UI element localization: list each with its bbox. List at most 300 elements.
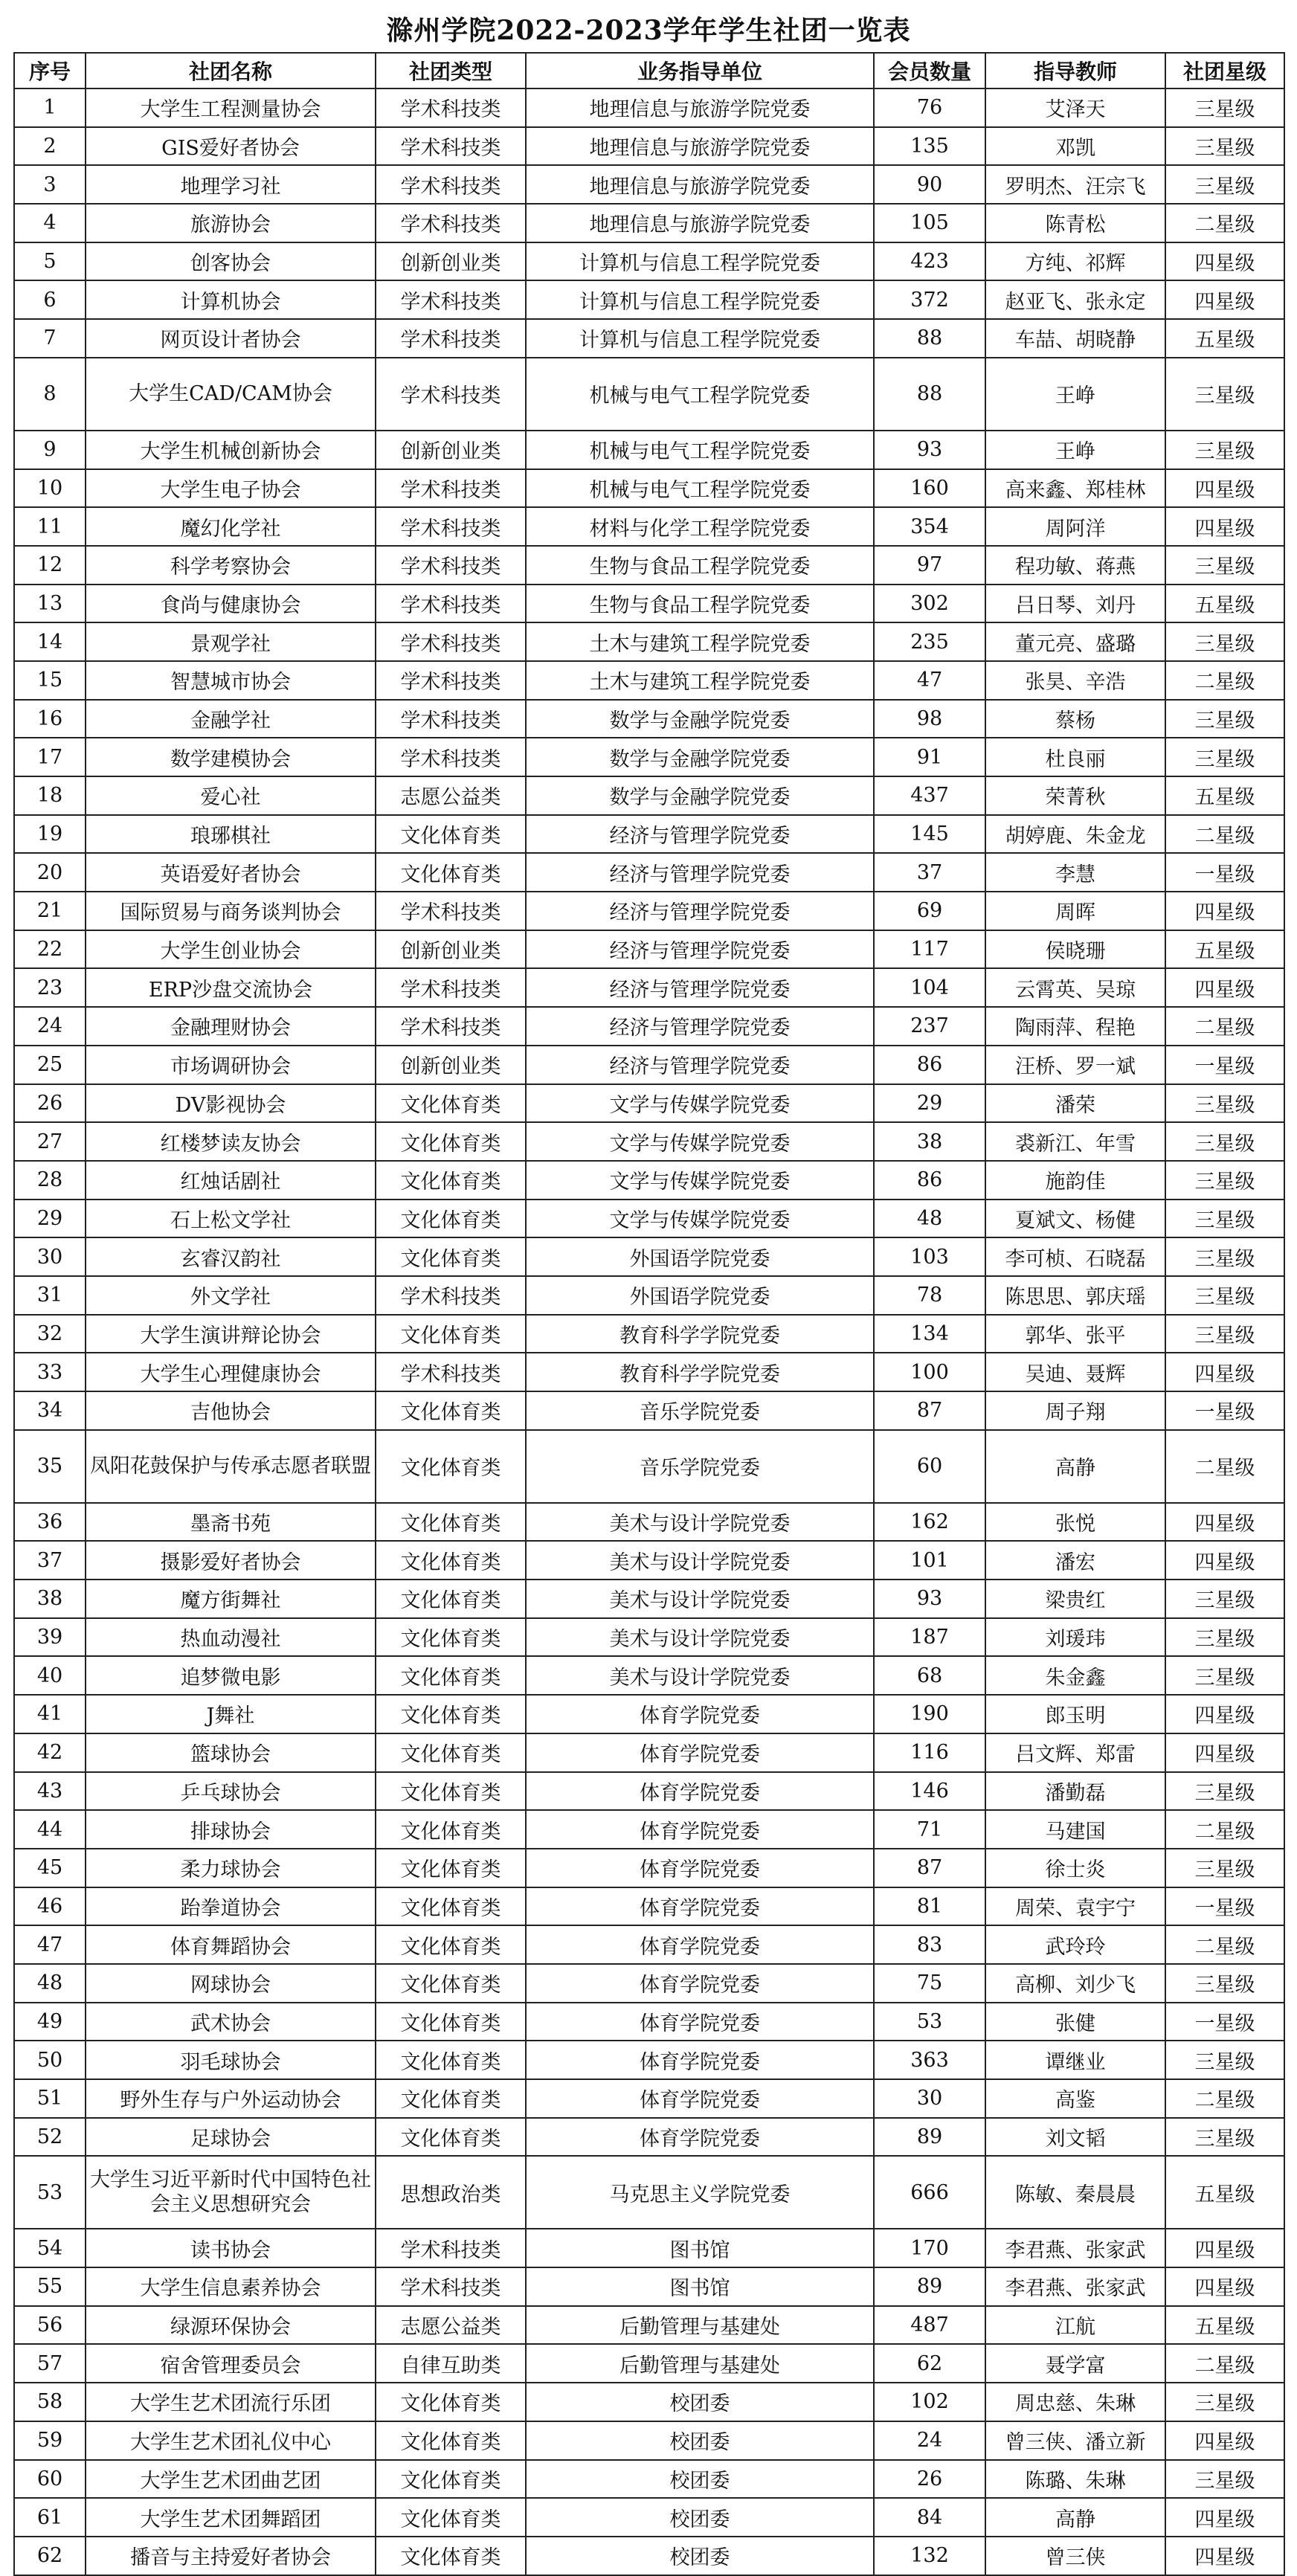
cell-club-type: 文化体育类 [376, 1315, 526, 1353]
cell-member-count: 363 [874, 2041, 985, 2079]
table-row [14, 1430, 1284, 1503]
cell-club-name: 魔幻化学社 [86, 507, 376, 546]
table-row [14, 469, 1284, 508]
cell-member-count: 423 [874, 242, 985, 281]
cell-index: 14 [14, 622, 86, 661]
cell-guidance-unit: 材料与化学工程学院党委 [526, 507, 874, 546]
column-header: 社团类型 [376, 53, 526, 88]
cell-club-name: 武术协会 [86, 2003, 376, 2041]
cell-club-name: 金融学社 [86, 700, 376, 738]
cell-star-rating: 四星级 [1165, 1503, 1284, 1542]
cell-member-count: 26 [874, 2460, 985, 2499]
cell-member-count: 160 [874, 469, 985, 508]
table-row [14, 2421, 1284, 2460]
cell-member-count: 84 [874, 2498, 985, 2537]
cell-club-name: 外文学社 [86, 1276, 376, 1315]
cell-advisor: 江航 [985, 2306, 1165, 2345]
table-row [14, 738, 1284, 776]
table-row [14, 2229, 1284, 2267]
cell-guidance-unit: 文学与传媒学院党委 [526, 1200, 874, 1238]
cell-index: 59 [14, 2421, 86, 2460]
table-row [14, 585, 1284, 623]
cell-advisor: 胡婷鹿、朱金龙 [985, 815, 1165, 854]
cell-member-count: 187 [874, 1618, 985, 1657]
table-row [14, 1353, 1284, 1391]
cell-index: 27 [14, 1122, 86, 1161]
table-row [14, 968, 1284, 1007]
cell-member-count: 86 [874, 1161, 985, 1200]
cell-member-count: 102 [874, 2383, 985, 2421]
cell-index: 16 [14, 700, 86, 738]
cell-club-type: 学术科技类 [376, 738, 526, 776]
cell-advisor: 郎玉明 [985, 1695, 1165, 1733]
cell-advisor: 王峥 [985, 358, 1165, 431]
table-row [14, 1122, 1284, 1161]
cell-member-count: 93 [874, 1580, 985, 1618]
cell-guidance-unit: 文学与传媒学院党委 [526, 1122, 874, 1161]
cell-club-name: 市场调研协会 [86, 1046, 376, 1084]
cell-guidance-unit: 数学与金融学院党委 [526, 776, 874, 815]
cell-advisor: 马建国 [985, 1810, 1165, 1849]
cell-guidance-unit: 美术与设计学院党委 [526, 1656, 874, 1695]
cell-club-type: 文化体育类 [376, 2460, 526, 2499]
cell-advisor: 吴迪、聂辉 [985, 1353, 1165, 1391]
cell-member-count: 372 [874, 280, 985, 319]
cell-star-rating: 一星级 [1165, 1391, 1284, 1430]
cell-club-name: 大学生机械创新协会 [86, 431, 376, 469]
cell-guidance-unit: 地理信息与旅游学院党委 [526, 204, 874, 242]
cell-index: 52 [14, 2118, 86, 2157]
cell-member-count: 38 [874, 1122, 985, 1161]
cell-member-count: 71 [874, 1810, 985, 1849]
cell-club-name: 大学生心理健康协会 [86, 1353, 376, 1391]
cell-star-rating: 三星级 [1165, 700, 1284, 738]
cell-index: 13 [14, 585, 86, 623]
cell-index: 57 [14, 2344, 86, 2383]
cell-club-name: 绿源环保协会 [86, 2306, 376, 2345]
cell-index: 9 [14, 431, 86, 469]
cell-star-rating: 五星级 [1165, 776, 1284, 815]
cell-advisor: 曾三侠 [985, 2537, 1165, 2575]
cell-star-rating: 三星级 [1165, 431, 1284, 469]
cell-club-name: DV影视协会 [86, 1084, 376, 1123]
cell-member-count: 78 [874, 1276, 985, 1315]
cell-advisor: 陶雨萍、程艳 [985, 1007, 1165, 1046]
cell-advisor: 高静 [985, 1430, 1165, 1503]
cell-club-type: 自律互助类 [376, 2344, 526, 2383]
cell-advisor: 邓凯 [985, 127, 1165, 166]
cell-club-type: 创新创业类 [376, 242, 526, 281]
cell-guidance-unit: 音乐学院党委 [526, 1430, 874, 1503]
cell-club-name: 旅游协会 [86, 204, 376, 242]
table-row [14, 1772, 1284, 1811]
cell-star-rating: 三星级 [1165, 1161, 1284, 1200]
cell-advisor: 车喆、胡晓静 [985, 319, 1165, 358]
page-title: 滁州学院2022-2023学年学生社团一览表 [386, 15, 911, 46]
cell-club-type: 学术科技类 [376, 358, 526, 431]
cell-index: 54 [14, 2229, 86, 2267]
cell-advisor: 郭华、张平 [985, 1315, 1165, 1353]
cell-index: 44 [14, 1810, 86, 1849]
cell-advisor: 王峥 [985, 431, 1165, 469]
table-row [14, 1161, 1284, 1200]
cell-club-name: 石上松文学社 [86, 1200, 376, 1238]
cell-club-type: 文化体育类 [376, 1237, 526, 1276]
cell-index: 7 [14, 319, 86, 358]
cell-index: 61 [14, 2498, 86, 2537]
cell-club-type: 学术科技类 [376, 892, 526, 930]
cell-club-type: 学术科技类 [376, 661, 526, 700]
cell-member-count: 88 [874, 358, 985, 431]
cell-advisor: 周晖 [985, 892, 1165, 930]
cell-advisor: 杜良丽 [985, 738, 1165, 776]
cell-star-rating: 三星级 [1165, 738, 1284, 776]
cell-advisor: 潘荣 [985, 1084, 1165, 1123]
cell-club-name: 足球协会 [86, 2118, 376, 2157]
cell-advisor: 周子翔 [985, 1391, 1165, 1430]
cell-index: 10 [14, 469, 86, 508]
table-row [14, 661, 1284, 700]
cell-advisor: 武玲玲 [985, 1925, 1165, 1964]
cell-star-rating: 四星级 [1165, 2267, 1284, 2306]
cell-guidance-unit: 美术与设计学院党委 [526, 1618, 874, 1657]
cell-club-name: 篮球协会 [86, 1733, 376, 1772]
cell-club-type: 文化体育类 [376, 1391, 526, 1430]
cell-star-rating: 三星级 [1165, 622, 1284, 661]
cell-star-rating: 三星级 [1165, 88, 1284, 127]
cell-club-name: 红烛话剧社 [86, 1161, 376, 1200]
cell-club-name: 凤阳花鼓保护与传承志愿者联盟 [86, 1430, 376, 1503]
cell-guidance-unit: 校团委 [526, 2421, 874, 2460]
cell-star-rating: 四星级 [1165, 968, 1284, 1007]
cell-member-count: 88 [874, 319, 985, 358]
table-row [14, 1695, 1284, 1733]
cell-advisor: 艾泽天 [985, 88, 1165, 127]
cell-club-type: 学术科技类 [376, 2229, 526, 2267]
cell-member-count: 103 [874, 1237, 985, 1276]
table-row [14, 1810, 1284, 1849]
table-row [14, 431, 1284, 469]
table-row [14, 1733, 1284, 1772]
cell-member-count: 98 [874, 700, 985, 738]
cell-club-type: 文化体育类 [376, 1430, 526, 1503]
cell-advisor: 方纯、祁辉 [985, 242, 1165, 281]
table-row [14, 1541, 1284, 1580]
column-header: 序号 [14, 53, 86, 88]
cell-index: 20 [14, 853, 86, 892]
cell-guidance-unit: 体育学院党委 [526, 1887, 874, 1926]
cell-guidance-unit: 马克思主义学院党委 [526, 2156, 874, 2229]
cell-guidance-unit: 外国语学院党委 [526, 1237, 874, 1276]
cell-club-name: 数学建模协会 [86, 738, 376, 776]
cell-member-count: 86 [874, 1046, 985, 1084]
cell-guidance-unit: 体育学院党委 [526, 1733, 874, 1772]
table-row [14, 2344, 1284, 2383]
cell-club-type: 创新创业类 [376, 930, 526, 969]
cell-guidance-unit: 体育学院党委 [526, 1810, 874, 1849]
cell-guidance-unit: 美术与设计学院党委 [526, 1541, 874, 1580]
cell-star-rating: 二星级 [1165, 204, 1284, 242]
cell-guidance-unit: 文学与传媒学院党委 [526, 1084, 874, 1123]
cell-index: 48 [14, 1964, 86, 2003]
cell-advisor: 陈敏、秦晨晨 [985, 2156, 1165, 2229]
table-row [14, 2537, 1284, 2575]
cell-advisor: 周阿洋 [985, 507, 1165, 546]
table-row [14, 1276, 1284, 1315]
cell-star-rating: 四星级 [1165, 280, 1284, 319]
cell-member-count: 135 [874, 127, 985, 166]
cell-index: 3 [14, 165, 86, 204]
cell-club-type: 学术科技类 [376, 88, 526, 127]
cell-club-name: 创客协会 [86, 242, 376, 281]
cell-index: 1 [14, 88, 86, 127]
cell-advisor: 高来鑫、郑桂林 [985, 469, 1165, 508]
cell-club-type: 学术科技类 [376, 968, 526, 1007]
cell-member-count: 87 [874, 1391, 985, 1430]
cell-club-type: 文化体育类 [376, 1810, 526, 1849]
cell-index: 25 [14, 1046, 86, 1084]
cell-index: 36 [14, 1503, 86, 1542]
cell-club-type: 文化体育类 [376, 2537, 526, 2575]
cell-club-type: 思想政治类 [376, 2156, 526, 2229]
cell-member-count: 134 [874, 1315, 985, 1353]
cell-star-rating: 四星级 [1165, 1353, 1284, 1391]
cell-advisor: 潘宏 [985, 1541, 1165, 1580]
table-row [14, 2079, 1284, 2118]
cell-member-count: 93 [874, 431, 985, 469]
cell-club-type: 文化体育类 [376, 1925, 526, 1964]
cell-star-rating: 四星级 [1165, 1733, 1284, 1772]
cell-index: 39 [14, 1618, 86, 1657]
cell-guidance-unit: 美术与设计学院党委 [526, 1580, 874, 1618]
cell-club-type: 文化体育类 [376, 1772, 526, 1811]
cell-index: 40 [14, 1656, 86, 1695]
cell-star-rating: 三星级 [1165, 2383, 1284, 2421]
cell-club-type: 学术科技类 [376, 585, 526, 623]
cell-index: 19 [14, 815, 86, 854]
cell-guidance-unit: 校团委 [526, 2383, 874, 2421]
cell-member-count: 146 [874, 1772, 985, 1811]
cell-advisor: 赵亚飞、张永定 [985, 280, 1165, 319]
cell-star-rating: 三星级 [1165, 2041, 1284, 2079]
cell-index: 31 [14, 1276, 86, 1315]
table-row [14, 1887, 1284, 1926]
cell-club-name: 大学生创业协会 [86, 930, 376, 969]
table-row [14, 1046, 1284, 1084]
cell-member-count: 235 [874, 622, 985, 661]
cell-member-count: 89 [874, 2118, 985, 2157]
cell-index: 6 [14, 280, 86, 319]
cell-index: 55 [14, 2267, 86, 2306]
cell-advisor: 刘文韬 [985, 2118, 1165, 2157]
cell-club-type: 文化体育类 [376, 815, 526, 854]
cell-advisor: 夏斌文、杨健 [985, 1200, 1165, 1238]
cell-guidance-unit: 机械与电气工程学院党委 [526, 431, 874, 469]
cell-club-name: 大学生艺术团流行乐团 [86, 2383, 376, 2421]
cell-advisor: 梁贵红 [985, 1580, 1165, 1618]
cell-club-name: 大学生艺术团礼仪中心 [86, 2421, 376, 2460]
cell-member-count: 105 [874, 204, 985, 242]
cell-index: 34 [14, 1391, 86, 1430]
cell-advisor: 刘瑗玮 [985, 1618, 1165, 1657]
cell-club-type: 学术科技类 [376, 469, 526, 508]
cell-club-type: 文化体育类 [376, 1580, 526, 1618]
table-row [14, 127, 1284, 166]
cell-club-type: 文化体育类 [376, 1161, 526, 1200]
cell-star-rating: 四星级 [1165, 2498, 1284, 2537]
cell-guidance-unit: 校团委 [526, 2460, 874, 2499]
cell-club-type: 学术科技类 [376, 622, 526, 661]
cell-member-count: 68 [874, 1656, 985, 1695]
cell-guidance-unit: 后勤管理与基建处 [526, 2344, 874, 2383]
cell-club-type: 文化体育类 [376, 2079, 526, 2118]
cell-advisor: 程功敏、蒋燕 [985, 546, 1165, 585]
table-row [14, 2118, 1284, 2157]
cell-club-name: 羽毛球协会 [86, 2041, 376, 2079]
cell-club-type: 学术科技类 [376, 2267, 526, 2306]
cell-advisor: 周忠慈、朱琳 [985, 2383, 1165, 2421]
cell-guidance-unit: 计算机与信息工程学院党委 [526, 319, 874, 358]
cell-club-name: 大学生工程测量协会 [86, 88, 376, 127]
cell-club-type: 学术科技类 [376, 165, 526, 204]
cell-index: 5 [14, 242, 86, 281]
cell-star-rating: 三星级 [1165, 1849, 1284, 1887]
table-row [14, 2003, 1284, 2041]
cell-star-rating: 二星级 [1165, 815, 1284, 854]
table-row [14, 2498, 1284, 2537]
cell-star-rating: 三星级 [1165, 2460, 1284, 2499]
cell-guidance-unit: 体育学院党委 [526, 1964, 874, 2003]
cell-guidance-unit: 图书馆 [526, 2229, 874, 2267]
cell-member-count: 30 [874, 2079, 985, 2118]
cell-guidance-unit: 计算机与信息工程学院党委 [526, 280, 874, 319]
cell-index: 42 [14, 1733, 86, 1772]
cell-star-rating: 二星级 [1165, 2344, 1284, 2383]
cell-club-name: 热血动漫社 [86, 1618, 376, 1657]
cell-advisor: 李慧 [985, 853, 1165, 892]
cell-club-name: 科学考察协会 [86, 546, 376, 585]
table-row [14, 1007, 1284, 1046]
cell-star-rating: 三星级 [1165, 1237, 1284, 1276]
cell-index: 29 [14, 1200, 86, 1238]
cell-guidance-unit: 机械与电气工程学院党委 [526, 358, 874, 431]
cell-guidance-unit: 图书馆 [526, 2267, 874, 2306]
cell-index: 53 [14, 2156, 86, 2229]
column-header: 社团星级 [1165, 53, 1284, 88]
cell-star-rating: 三星级 [1165, 1315, 1284, 1353]
cell-advisor: 高静 [985, 2498, 1165, 2537]
cell-club-name: 食尚与健康协会 [86, 585, 376, 623]
cell-club-type: 文化体育类 [376, 2003, 526, 2041]
table-row [14, 165, 1284, 204]
cell-guidance-unit: 地理信息与旅游学院党委 [526, 165, 874, 204]
cell-member-count: 132 [874, 2537, 985, 2575]
cell-guidance-unit: 经济与管理学院党委 [526, 1046, 874, 1084]
cell-club-type: 文化体育类 [376, 1656, 526, 1695]
cell-club-name: 魔方街舞社 [86, 1580, 376, 1618]
cell-club-type: 创新创业类 [376, 431, 526, 469]
cell-club-name: 吉他协会 [86, 1391, 376, 1430]
cell-advisor: 汪桥、罗一斌 [985, 1046, 1165, 1084]
cell-index: 24 [14, 1007, 86, 1046]
cell-guidance-unit: 体育学院党委 [526, 2118, 874, 2157]
cell-guidance-unit: 生物与食品工程学院党委 [526, 585, 874, 623]
cell-index: 30 [14, 1237, 86, 1276]
cell-star-rating: 一星级 [1165, 1887, 1284, 1926]
cell-advisor: 曾三侠、潘立新 [985, 2421, 1165, 2460]
cell-star-rating: 四星级 [1165, 892, 1284, 930]
cell-star-rating: 四星级 [1165, 2229, 1284, 2267]
cell-club-type: 学术科技类 [376, 1353, 526, 1391]
cell-advisor: 高鉴 [985, 2079, 1165, 2118]
cell-club-name: 金融理财协会 [86, 1007, 376, 1046]
cell-advisor: 朱金鑫 [985, 1656, 1165, 1695]
table-row [14, 507, 1284, 546]
cell-club-name: GIS爱好者协会 [86, 127, 376, 166]
table-row [14, 1580, 1284, 1618]
column-header: 指导教师 [985, 53, 1165, 88]
cell-guidance-unit: 体育学院党委 [526, 2041, 874, 2079]
table-row [14, 358, 1284, 431]
cell-star-rating: 四星级 [1165, 507, 1284, 546]
cell-member-count: 145 [874, 815, 985, 854]
cell-club-name: 网球协会 [86, 1964, 376, 2003]
cell-club-type: 学术科技类 [376, 700, 526, 738]
cell-club-type: 学术科技类 [376, 127, 526, 166]
cell-index: 37 [14, 1541, 86, 1580]
cell-guidance-unit: 教育科学学院党委 [526, 1315, 874, 1353]
cell-club-type: 学术科技类 [376, 280, 526, 319]
cell-star-rating: 三星级 [1165, 1200, 1284, 1238]
cell-guidance-unit: 文学与传媒学院党委 [526, 1161, 874, 1200]
cell-guidance-unit: 体育学院党委 [526, 1925, 874, 1964]
table-row [14, 892, 1284, 930]
cell-guidance-unit: 土木与建筑工程学院党委 [526, 622, 874, 661]
cell-star-rating: 三星级 [1165, 1772, 1284, 1811]
cell-star-rating: 二星级 [1165, 661, 1284, 700]
cell-guidance-unit: 外国语学院党委 [526, 1276, 874, 1315]
cell-member-count: 89 [874, 2267, 985, 2306]
column-header: 会员数量 [874, 53, 985, 88]
table-row [14, 1391, 1284, 1430]
cell-member-count: 87 [874, 1849, 985, 1887]
cell-club-type: 学术科技类 [376, 1276, 526, 1315]
cell-advisor: 陈青松 [985, 204, 1165, 242]
cell-member-count: 666 [874, 2156, 985, 2229]
cell-star-rating: 三星级 [1165, 1580, 1284, 1618]
cell-star-rating: 三星级 [1165, 1084, 1284, 1123]
cell-index: 38 [14, 1580, 86, 1618]
cell-advisor: 董元亮、盛璐 [985, 622, 1165, 661]
cell-advisor: 吕文辉、郑雷 [985, 1733, 1165, 1772]
cell-star-rating: 二星级 [1165, 2079, 1284, 2118]
cell-member-count: 83 [874, 1925, 985, 1964]
cell-member-count: 237 [874, 1007, 985, 1046]
cell-advisor: 施韵佳 [985, 1161, 1165, 1200]
table-row [14, 1084, 1284, 1123]
cell-star-rating: 三星级 [1165, 1276, 1284, 1315]
cell-advisor: 张悦 [985, 1503, 1165, 1542]
table-row [14, 930, 1284, 969]
cell-member-count: 100 [874, 1353, 985, 1391]
cell-club-type: 志愿公益类 [376, 2306, 526, 2345]
cell-guidance-unit: 计算机与信息工程学院党委 [526, 242, 874, 281]
cell-guidance-unit: 经济与管理学院党委 [526, 1007, 874, 1046]
cell-club-type: 文化体育类 [376, 853, 526, 892]
cell-guidance-unit: 经济与管理学院党委 [526, 815, 874, 854]
cell-club-type: 学术科技类 [376, 1007, 526, 1046]
cell-index: 50 [14, 2041, 86, 2079]
